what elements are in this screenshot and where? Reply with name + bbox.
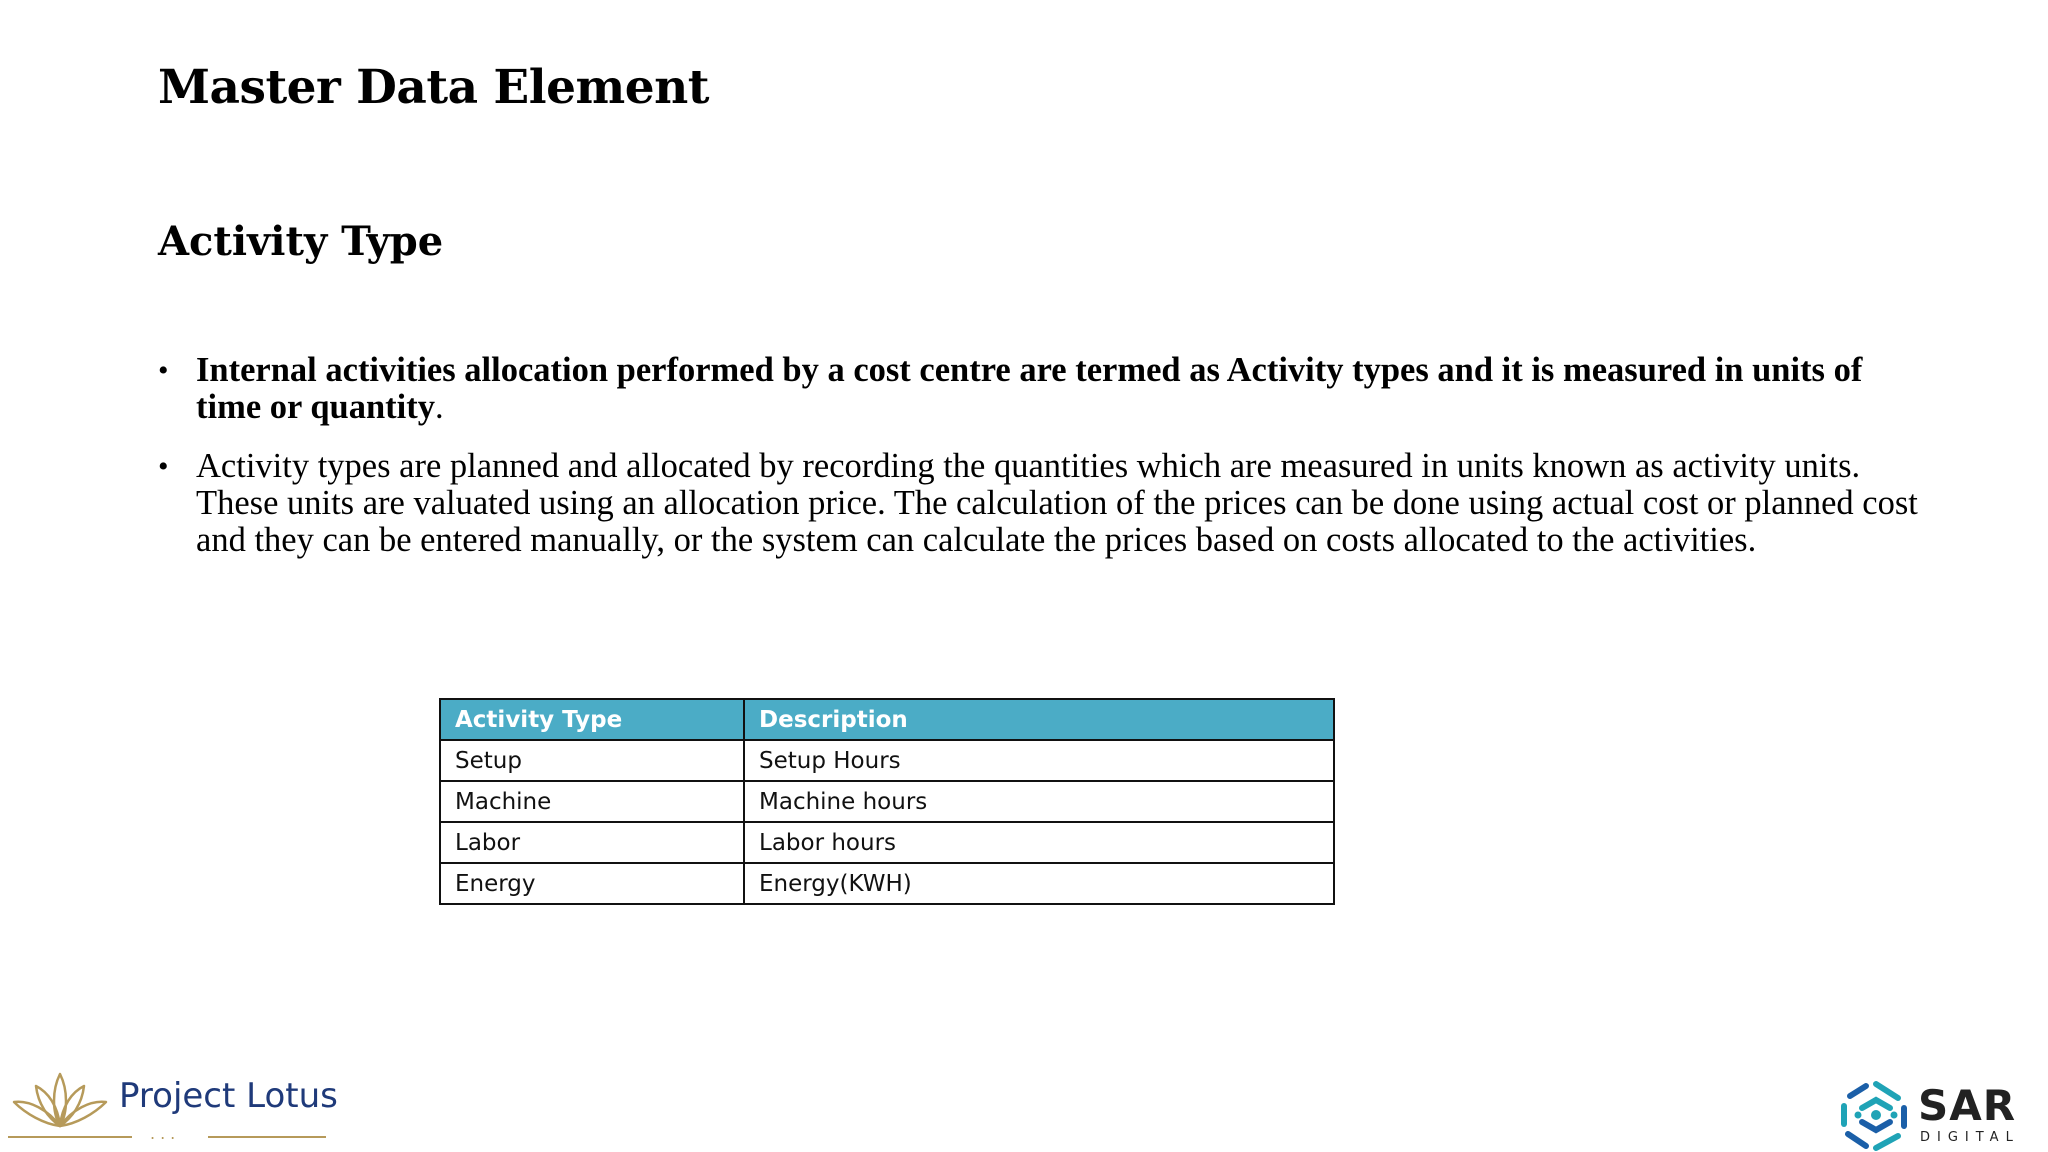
bullet-dot-icon: •	[158, 354, 169, 387]
bullet-dot-icon: •	[158, 450, 169, 483]
section-title: Activity Type	[158, 218, 444, 265]
sar-digital-logo	[1838, 1078, 2048, 1152]
bullet-list	[158, 352, 1918, 581]
table-row	[440, 781, 1334, 822]
table-row	[440, 863, 1334, 904]
project-lotus-text: Project Lotus	[119, 1076, 338, 1116]
bullet-item	[158, 448, 1918, 559]
bullet-bold-text: Internal activities allocation performed by a cost centre are termed as Activity types and it is measured in units of time or quantity	[196, 351, 1863, 426]
table-cell-activity-type: Machine	[440, 781, 744, 822]
logo-divider-left	[8, 1136, 132, 1138]
table-header-row	[440, 699, 1334, 740]
table-row	[440, 822, 1334, 863]
table-cell-description: Labor hours	[744, 822, 1334, 863]
table-cell-activity-type: Energy	[440, 863, 744, 904]
bullet-text: Activity types are planned and allocated by recording the quantities which are measured in units known as activity units. These units are valuated using an allocation price. The calculation of the prices can be done using actual cost or planned cost and they can be entered manually, or the system can calculate the prices based on costs allocated to the activities.	[196, 447, 1918, 559]
table-row	[440, 740, 1334, 781]
table-cell-description: Energy(KWH)	[744, 863, 1334, 904]
slide-title: Master Data Element	[158, 60, 710, 115]
table-header-activity-type: Activity Type	[440, 699, 744, 740]
bullet-trailing-period: .	[434, 388, 444, 426]
lotus-icon	[8, 1068, 113, 1138]
project-lotus-logo	[8, 1068, 338, 1148]
digital-wordmark: DIGITAL	[1920, 1130, 2020, 1145]
sar-wordmark: SAR	[1918, 1081, 2017, 1130]
table-cell-activity-type: Labor	[440, 822, 744, 863]
table-cell-description: Setup Hours	[744, 740, 1334, 781]
table-cell-activity-type: Setup	[440, 740, 744, 781]
bullet-item	[158, 352, 1918, 426]
logo-dots: ...	[150, 1124, 181, 1143]
sar-digital-icon	[1838, 1078, 1914, 1152]
activity-type-table	[439, 698, 1335, 905]
logo-divider-right	[208, 1136, 326, 1138]
table-cell-description: Machine hours	[744, 781, 1334, 822]
table-header-description: Description	[744, 699, 1334, 740]
